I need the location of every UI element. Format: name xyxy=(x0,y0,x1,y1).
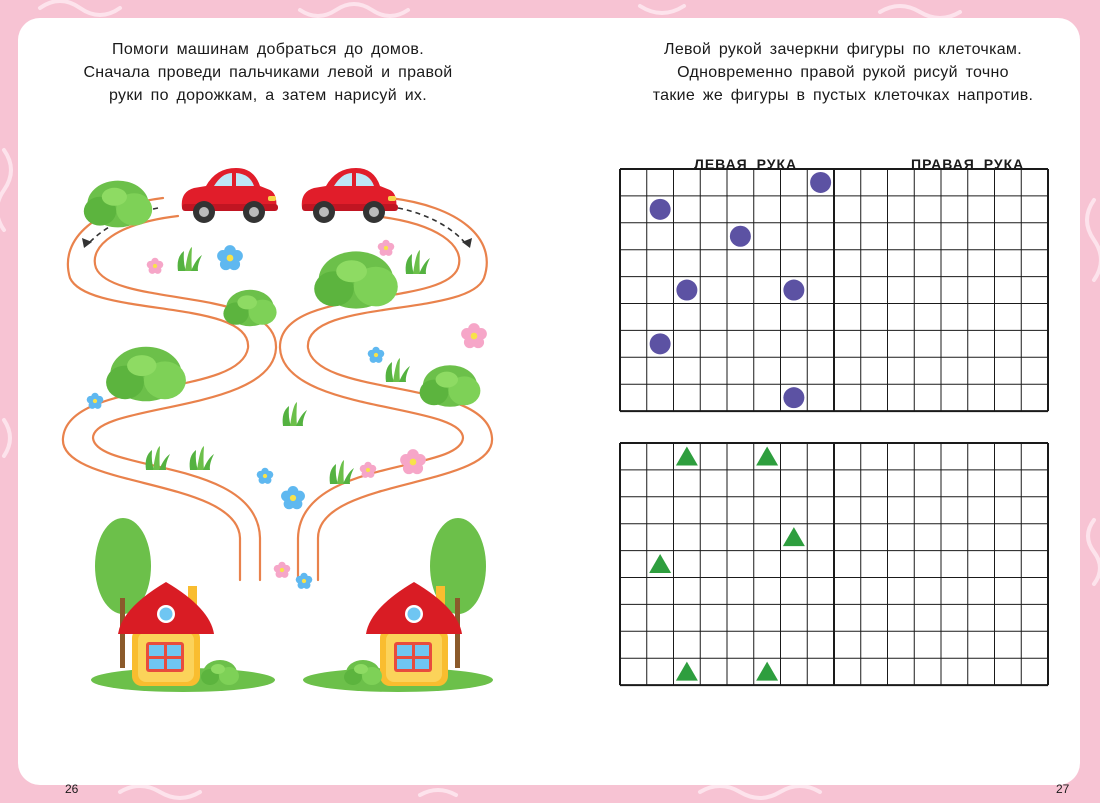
triangle-shape xyxy=(676,662,698,681)
instruction-line: Помоги машинам добраться до домов. xyxy=(112,41,424,58)
right-hand-label: ПРАВАЯ РУКА xyxy=(911,156,1025,172)
triangle-shape xyxy=(649,554,671,573)
instruction-line: Сначала проведи пальчиками левой и правой xyxy=(83,64,453,81)
triangle-shape xyxy=(783,527,805,546)
triangle-shape xyxy=(676,446,698,465)
triangle-shape xyxy=(756,662,778,681)
instruction-line: руки по дорожкам, а затем нарисуй их. xyxy=(109,87,427,104)
workbook-spread xyxy=(18,18,1080,796)
page-number: 27 xyxy=(1056,782,1070,796)
page-number: 26 xyxy=(65,782,79,796)
triangle-grid xyxy=(18,18,1080,785)
instruction-line: Одновременно правой рукой рисуй точно xyxy=(677,64,1009,81)
instruction-line: Левой рукой зачеркни фигуры по клеточкам. xyxy=(664,41,1022,58)
triangle-shape xyxy=(756,446,778,465)
triangle-grid-lines xyxy=(620,443,1048,685)
left-hand-label: ЛЕВАЯ РУКА xyxy=(694,156,798,172)
instruction-line: такие же фигуры в пустых клеточках напротив. xyxy=(652,87,1034,104)
